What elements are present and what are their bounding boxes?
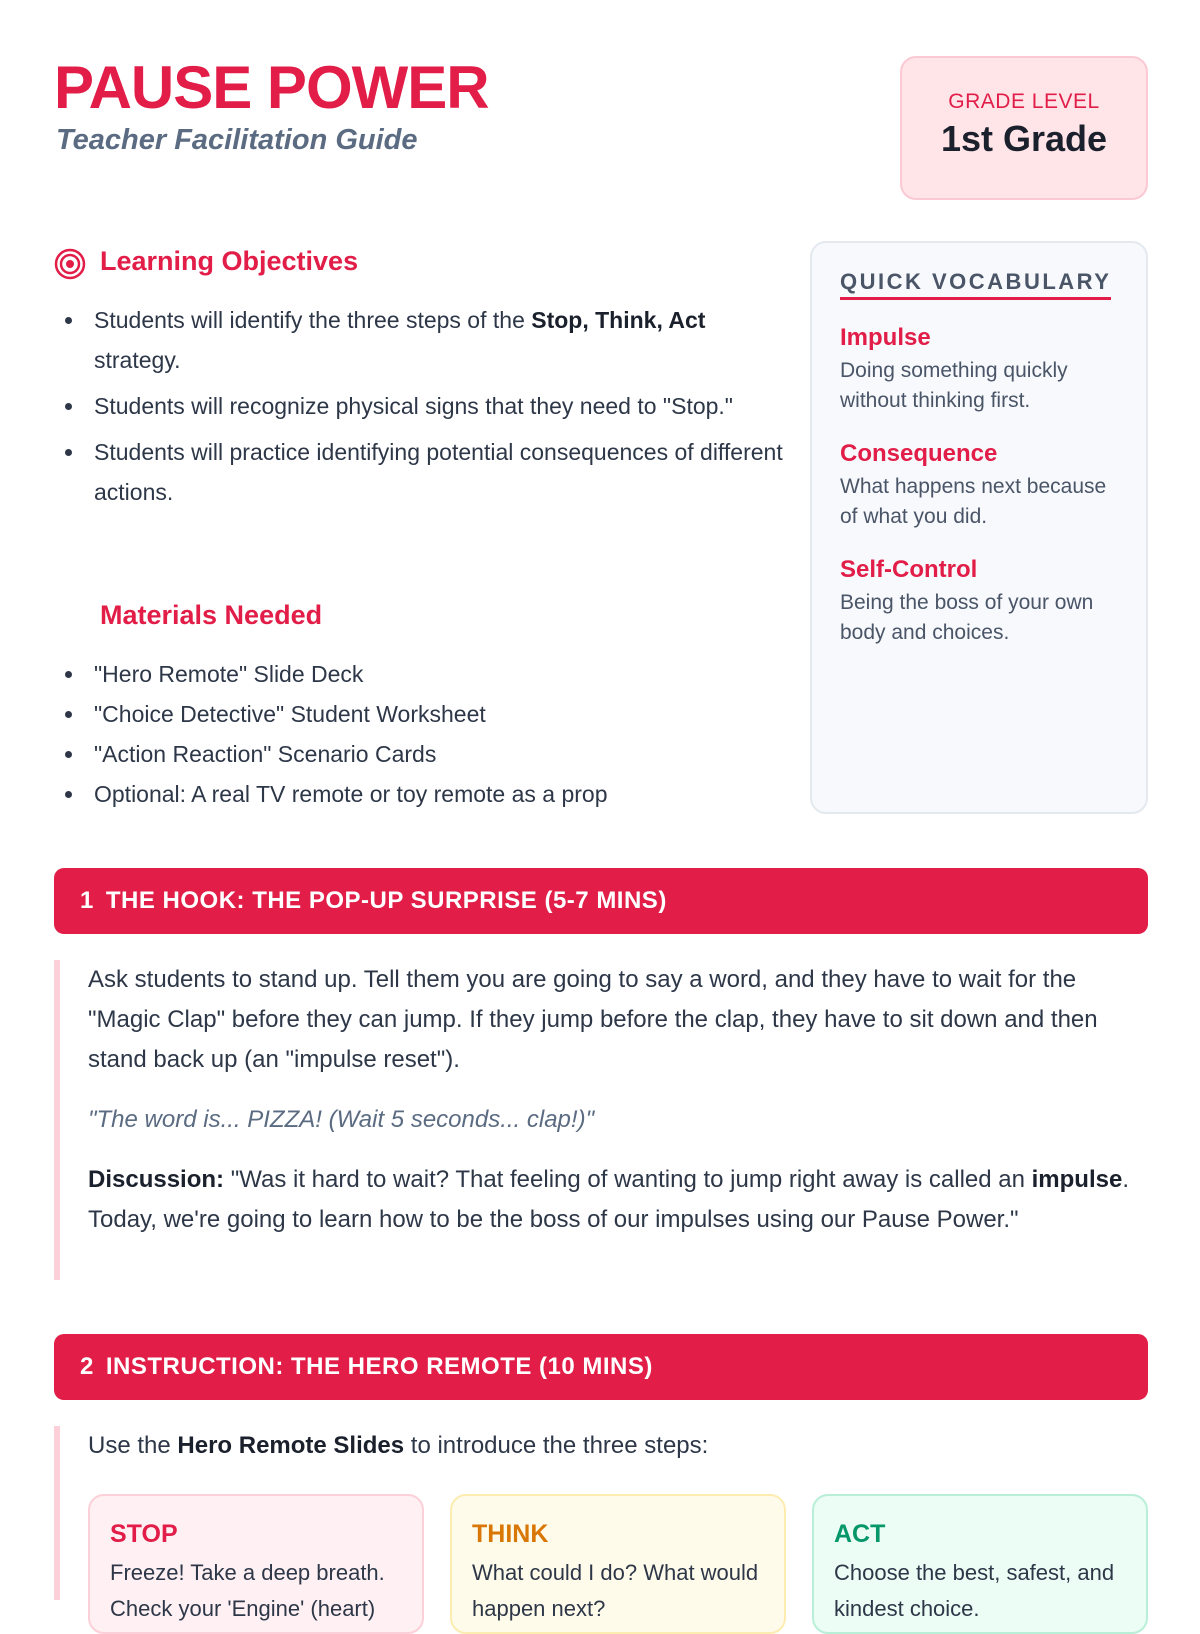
list-item: Students will recognize physical signs that they need to "Stop." <box>54 386 784 426</box>
vocabulary-title: QUICK VOCABULARY <box>840 269 1111 300</box>
vocab-term: Consequence <box>840 440 998 467</box>
list-item: Optional: A real TV remote or toy remote as a prop <box>54 774 784 814</box>
vocab-term: Impulse <box>840 324 931 351</box>
step-title: THINK <box>472 1520 549 1548</box>
page-title: PAUSE POWER <box>54 54 489 121</box>
target-icon <box>54 248 86 280</box>
step-text: What could I do? What would happen next? <box>472 1560 759 1621</box>
list-item: Students will practice identifying potential consequences of different actions. <box>54 432 784 512</box>
vocab-definition: Doing something quickly without thinking first. <box>840 359 1068 412</box>
step-text: Choose the best, safest, and kindest choice. <box>834 1560 1115 1621</box>
section-title: INSTRUCTION: THE HERO REMOTE (10 MINS) <box>105 1353 653 1380</box>
grade-level-label: GRADE LEVEL <box>948 90 1100 113</box>
step-card-think <box>450 1494 786 1634</box>
list-item: Students will identify the three steps of the Stop, Think, Act strategy. <box>54 300 784 380</box>
section-number: 2 <box>80 1353 94 1380</box>
section-1-header <box>54 868 1148 934</box>
grade-level-box <box>900 56 1148 200</box>
objectives-heading: Learning Objectives <box>100 246 359 276</box>
page-header <box>54 56 1148 206</box>
list-item: "Hero Remote" Slide Deck <box>54 654 784 694</box>
section-2-header <box>54 1334 1148 1400</box>
section-intro: Ask students to stand up. Tell them you are going to say a word, and they have to wait for the "Magic Clap" before they can jump. If they jump before the clap, they have to sit down and then stand back up (an "impulse reset"). <box>88 966 1098 1073</box>
step-card-act <box>812 1494 1148 1634</box>
section-intro: Use the Hero Remote Slides to introduce the three steps: <box>88 1432 709 1459</box>
step-card-stop <box>88 1494 424 1634</box>
vocab-definition: What happens next because of what you did. <box>840 475 1107 528</box>
grade-level-value: 1st Grade <box>940 118 1108 159</box>
section-number: 1 <box>80 887 94 914</box>
vocab-definition: Being the boss of your own body and choices. <box>840 591 1094 644</box>
step-cards <box>88 1494 1148 1634</box>
section-title: THE HOOK: THE POP-UP SURPRISE (5-7 MINS) <box>105 887 667 914</box>
section-discussion: Discussion: "Was it hard to wait? That feeling of wanting to jump right away is called an impulse. Today, we're going to learn how to be the boss of our impulses using our Pause Power." <box>88 1166 1130 1233</box>
step-text: Freeze! Take a deep breath. Check your 'Engine' (heart) <box>110 1560 385 1621</box>
page-subtitle: Teacher Facilitation Guide <box>56 124 418 156</box>
vocabulary-panel <box>810 241 1148 814</box>
list-item: "Choice Detective" Student Worksheet <box>54 694 784 734</box>
section-1-body <box>54 960 1148 1280</box>
materials-list <box>54 654 784 814</box>
materials-heading: Materials Needed <box>100 600 323 630</box>
step-title: ACT <box>834 1520 886 1548</box>
step-title: STOP <box>110 1520 178 1548</box>
list-item: "Action Reaction" Scenario Cards <box>54 734 784 774</box>
objectives-list <box>54 300 784 518</box>
section-quote: "The word is... PIZZA! (Wait 5 seconds... clap!)" <box>88 1106 595 1133</box>
vocab-term: Self-Control <box>840 556 978 583</box>
